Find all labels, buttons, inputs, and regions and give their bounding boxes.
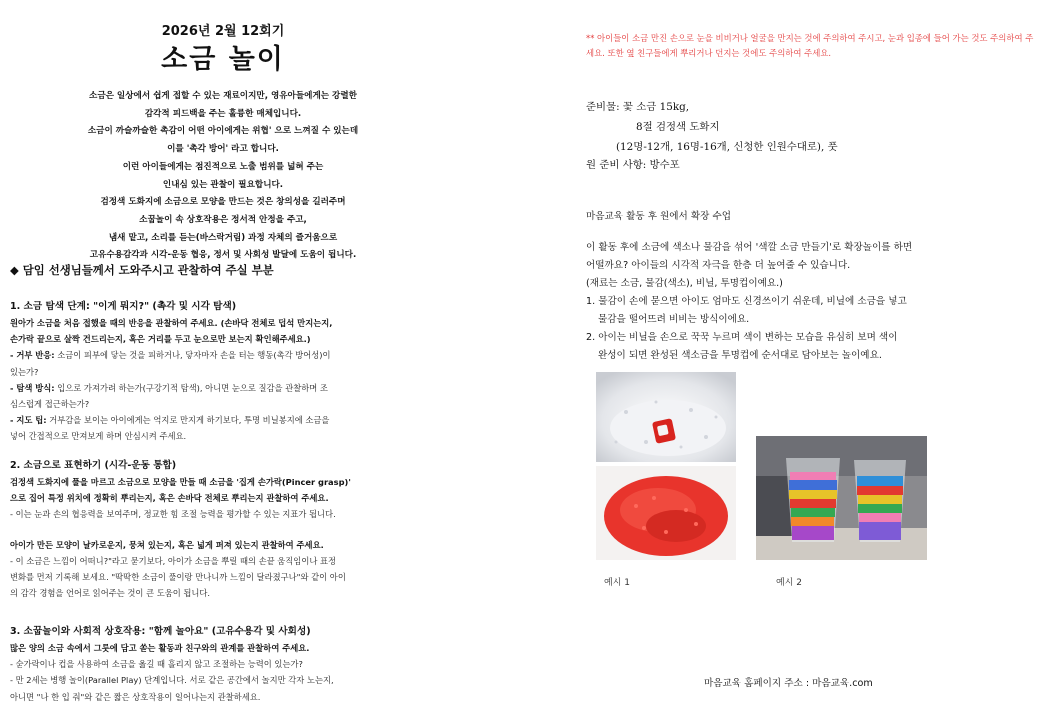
followup-paragraph [586, 239, 1038, 365]
section-2-bold-line: 으로 집어 특정 위치에 정확히 뿌리는지, 혹은 손바닥 전체로 뿌리는지 관찰하여 주세요. [10, 493, 329, 504]
section-1-item [10, 412, 438, 428]
intro-line: 소금은 일상에서 쉽게 접할 수 있는 재료이지만, 영유아들에게는 강렬한 [89, 91, 357, 101]
followup-line: 이 활동 후에 소금에 색소나 물감을 섞어 '색깔 소금 만들기'로 확장놀이를 하면 [586, 242, 913, 253]
followup-line: 완성이 되면 완성된 색소금을 투명컵에 순서대로 담아보는 놀이예요. [598, 350, 882, 361]
item-text: 소금이 피부에 닿는 것을 피하거나, 닿자마자 손을 터는 행동(촉각 방어성)이 [54, 350, 331, 361]
intro-line: 소꿉놀이 속 상호작용은 정서적 안정을 주고, [139, 214, 307, 225]
section-1-item [10, 428, 438, 444]
section-1-item [10, 380, 438, 396]
kindergarten-prep-line: 원 준비 사항: 방수포 [586, 159, 680, 171]
section-3-line: - 만 2세는 병행 놀이(Parallel Play) 단계입니다. 서로 같은 공간에서 놀지만 각자 노는지, [10, 675, 334, 686]
example-2-caption: 예시 2 [776, 578, 802, 588]
example-1-caption: 예시 1 [604, 578, 630, 588]
section-2-line: 의 감각 경험을 언어로 읽어주는 것이 큰 도움이 됩니다. [10, 588, 211, 599]
section-2-bold-line: 검정색 도화지에 풀을 마르고 소금으로 모양을 만들 때 소금을 '집게 손가락(Pincer grasp)' [10, 477, 351, 487]
section-1-item [10, 364, 438, 380]
item-text: 있는가? [10, 366, 39, 377]
followup-line: (재료는 소금, 물감(색소), 비닐, 투명컵이예요.) [586, 278, 783, 289]
item-label: - 지도 팁: [10, 415, 47, 426]
left-column [8, 0, 438, 720]
section-1 [10, 299, 438, 445]
section-2 [10, 458, 438, 601]
followup-heading: 마음교육 활동 후 원에서 확장 수업 [586, 211, 731, 222]
section-2-heading: 2. 소금으로 표현하기 (시각-운동 통합) [10, 460, 177, 471]
intro-line: 고유수용감각과 시각-운동 협응, 정서 및 사회성 발달에 도움이 됩니다. [89, 250, 357, 261]
supplies-line: (12명-12개, 16명-16개, 신청한 인원수대로), 풋 [616, 141, 838, 153]
followup-line: 1. 물감이 손에 묻으면 아이도 엄마도 신경쓰이기 쉬운데, 비닐에 소금을 넣고 [586, 296, 907, 307]
intro-line: 감각적 피드백을 주는 훌륭한 매체입니다. [144, 108, 302, 119]
section-3-heading: 3. 소꿉놀이와 사회적 상호작용: "함께 놀아요" (고유수용각 및 사회성) [10, 626, 311, 637]
example-photo-red-salt [596, 466, 736, 560]
section-3-line: - 숟가락이나 컵을 사용하여 소금을 옮길 때 흘리지 않고 조절하는 능력이 있는가? [10, 659, 303, 670]
section-1-bold-line: 원아가 소금을 처음 접했을 때의 반응을 관찰하여 주세요. (손바닥 전체로 덥석 만지는지, [10, 318, 333, 328]
intro-line: 검정색 도화지에 소금으로 모양을 만드는 것은 창의성을 길러주며 [100, 197, 346, 208]
section-2-line: - 이는 눈과 손의 협응력을 보여주며, 정교한 힘 조절 능력을 평가할 수 있는 지표가 됩니다. [10, 509, 336, 520]
homepage-address: 마음교육 홈페이지 주소 : 마음교육.com [704, 678, 873, 689]
section-2-line: 변화를 먼저 기록해 보세요. "딱딱한 소금이 풀이랑 만나니까 느낌이 달라졌구나"와 같이 아이 [10, 572, 346, 583]
item-text: 입으로 가져가려 하는가(구강기적 탐색), 아니면 눈으로 질감을 관찰하며 조 [54, 382, 328, 393]
page-title: 소금 놀이 [161, 44, 285, 75]
section-2-bold-line: 아이가 만든 모양이 날카로운지, 뭉쳐 있는지, 혹은 넓게 퍼져 있는지 관찰하여 주세요. [10, 539, 324, 550]
example-photo-rainbow-cups [756, 436, 927, 560]
item-text: 거부감을 보이는 아이에게는 억지로 만지게 하기보다, 투명 비닐봉지에 소금을 [46, 415, 330, 426]
intro-line: 소금이 까슬까슬한 촉감이 어떤 아이에게는 위협' 으로 느껴질 수 있는데 [87, 126, 359, 137]
item-text: 넣어 간접적으로 만져보게 하며 안심시켜 주세요. [10, 431, 187, 442]
intro-paragraph [8, 88, 438, 265]
intro-line: 이런 아이들에게는 점진적으로 노출 범위를 넓혀 주는 [122, 161, 324, 172]
section-1-item [10, 396, 438, 412]
supplies-line: 준비물: 꽃 소금 15kg, [586, 101, 690, 113]
followup-line: 어떨까요? 아이들의 시각적 자극을 한층 더 높여줄 수 있습니다. [586, 260, 851, 271]
teacher-guide-heading: ◆ 담임 선생님들께서 도와주시고 관찰하여 주실 부분 [10, 263, 274, 277]
item-label: - 탐색 방식: [10, 382, 55, 393]
session-date: 2026년 2월 12회기 [161, 24, 285, 39]
followup-line: 2. 아이는 비닐을 손으로 꾹꾹 누르며 색이 변하는 모습을 유심히 보며 색이 [586, 332, 898, 343]
intro-line: 인내심 있는 관찰이 필요합니다. [162, 179, 284, 190]
followup-line: 물감을 떨어뜨려 비비는 방식이에요. [598, 314, 750, 325]
supplies-line: 8절 검정색 도화지 [636, 121, 720, 133]
section-1-heading: 1. 소금 탐색 단계: "이게 뭐지?" (촉각 및 시각 탐색) [10, 301, 237, 312]
item-label: - 거부 반응: [10, 350, 55, 361]
section-1-bold-line: 손가락 끝으로 살짝 건드리는지, 혹은 거리를 두고 눈으로만 보는지 확인해주세요.) [10, 334, 311, 345]
example-photo-salt-top [596, 372, 736, 462]
right-column [586, 0, 1038, 720]
section-3 [10, 624, 438, 705]
intro-line: 냄새 맡고, 소리를 듣는(바스락거림) 과정 자체의 즐거움으로 [108, 232, 338, 243]
caution-note: ** 아이들이 소금 만진 손으로 눈을 비비거나 얼굴을 만지는 것에 주의하여 주시고, 눈과 입종에 들어 가는 것도 주의하여 주세요. 또한 옆 친구들에게 뿌리거나 던지는 것에도 주의하여 주세요. [586, 33, 1034, 58]
item-text: 심스럽게 접근하는가? [10, 399, 90, 410]
section-2-line: - 이 소금은 느낌이 어떠니?"라고 묻기보다, 아이가 소금을 뿌릴 때의 손끝 움직임이나 표정 [10, 555, 337, 566]
section-3-line: 아니면 "나 한 입 줘"와 같은 짧은 상호작용이 일어나는지 관찰하세요. [10, 691, 261, 702]
intro-line: 이를 '촉각 방어' 라고 합니다. [167, 144, 279, 155]
section-3-bold-line: 많은 양의 소금 속에서 그릇에 담고 쏟는 활동과 친구와의 관계를 관찰하여 주세요. [10, 643, 310, 653]
section-1-item [10, 347, 438, 363]
